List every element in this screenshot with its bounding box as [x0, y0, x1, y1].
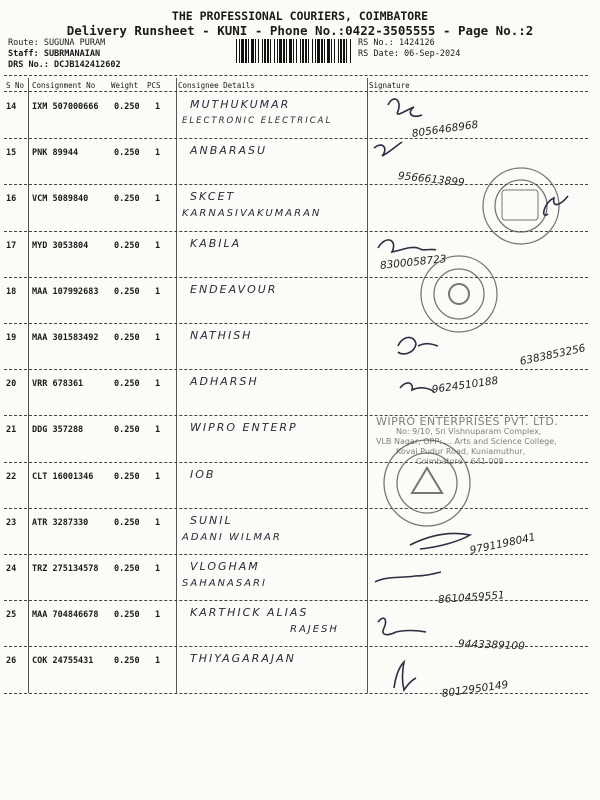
row-consignee-name: VLOGHAM: [190, 560, 260, 573]
row-phone: 9566613899: [397, 170, 466, 189]
wipro-stamp-line: Kovai Pudur Road, Kuniamuthur,: [396, 447, 526, 456]
row-phone: 6383853256: [518, 342, 587, 368]
row-consignee-name: IOB: [190, 467, 216, 481]
row-phone: 8012950149: [441, 678, 509, 700]
row-consignment: DDG 357288: [32, 425, 84, 436]
row-consignee-name: SUNIL: [190, 513, 233, 527]
row-consignee-name: WIPRO ENTERP: [190, 421, 298, 435]
row-phone: 8610459551: [437, 589, 506, 606]
row-consignment: MAA 704846678: [32, 610, 99, 621]
row-sno: 20: [6, 379, 17, 390]
row-weight: 0.250: [114, 286, 140, 297]
col-signature: Signature: [369, 81, 410, 90]
row-consignment: MYD 3053804: [32, 240, 89, 251]
col-weight: Weight: [111, 81, 139, 90]
row-consignee-detail: KARNASIVAKUMARAN: [182, 208, 322, 220]
wipro-stamp-line: VLB Nagar, OPP: ... Arts and Science College,: [376, 437, 557, 446]
row-sno: 16: [6, 194, 17, 205]
row-consignment: COK 24755431: [32, 656, 94, 667]
row-pcs: 1: [155, 517, 161, 528]
row-consignee-name: ENDEAVOUR: [190, 282, 278, 296]
row-weight: 0.250: [114, 333, 140, 343]
row-sno: 21: [6, 425, 17, 436]
row-pcs: 1: [155, 148, 161, 159]
row-consignee-name: THIYAGARAJAN: [190, 652, 296, 666]
row-consignee-name: SKCET: [190, 190, 236, 204]
row-weight: 0.250: [114, 102, 140, 112]
row-consignee-detail: ELECTRONIC ELECTRICAL: [182, 116, 333, 126]
row-sno: 14: [6, 102, 17, 112]
wipro-stamp-line: No: 9/10, Sri Vishnuparam Complex,: [396, 427, 542, 436]
row-weight: 0.250: [114, 148, 140, 159]
row-consignment: CLT 16001346: [32, 471, 94, 482]
runsheet-subtitle: Delivery Runsheet - KUNI - Phone No.:0422-3505555 - Page No.:2: [66, 23, 534, 38]
rs-number: RS No.: 1424126: [358, 38, 435, 48]
row-consignee-name: KARTHICK ALIAS: [190, 606, 309, 620]
row-sno: 25: [6, 610, 17, 621]
row-consignment: PNK 89944: [32, 148, 79, 159]
row-weight: 0.250: [114, 610, 140, 621]
row-sno: 17: [6, 240, 17, 251]
row-sno: 15: [6, 148, 17, 159]
col-sno: S No: [6, 81, 25, 90]
col-consignee: Consignee Details: [178, 81, 255, 90]
row-sno: 26: [6, 656, 17, 667]
row-weight: 0.250: [114, 564, 140, 574]
row-weight: 0.250: [114, 517, 140, 528]
row-pcs: 1: [155, 240, 161, 251]
row-weight: 0.250: [114, 656, 140, 667]
college-stamp: [483, 168, 559, 244]
endeavour-stamp: [421, 256, 497, 332]
row-consignment: MAA 107992683: [32, 286, 99, 297]
row-consignee-name: MUTHUKUMAR: [190, 98, 291, 111]
row-consignment: VCM 5089840: [32, 194, 89, 205]
row-pcs: 1: [155, 471, 161, 482]
iob-stamp: [384, 440, 470, 526]
row-weight: 0.250: [114, 471, 140, 482]
col-pcs: PCS: [147, 81, 161, 90]
wipro-stamp-title: WIPRO ENTERPRISES PVT. LTD.: [376, 415, 559, 428]
row-pcs: 1: [155, 564, 161, 574]
row-phone: 8300058723: [379, 253, 448, 272]
staff-label: Staff: SUBRMANAIAN: [8, 49, 101, 59]
row-sno: 22: [6, 471, 17, 482]
row-weight: 0.250: [114, 425, 140, 436]
row-consignment: MAA 301583492: [32, 333, 99, 343]
row-consignee-name: NATHISH: [190, 329, 253, 342]
row-pcs: 1: [155, 656, 161, 667]
row-pcs: 1: [155, 379, 161, 390]
row-consignee-name: ADHARSH: [190, 375, 259, 389]
row-pcs: 1: [155, 194, 161, 205]
row-consignee-detail: SAHANASARI: [182, 578, 267, 589]
row-consignee-name: ANBARASU: [190, 144, 268, 158]
row-consignee-name: KABILA: [190, 236, 242, 250]
row-pcs: 1: [155, 333, 161, 343]
row-consignment: IXM 507000666: [32, 102, 99, 112]
row-phone: 9443389100: [457, 638, 525, 653]
row-pcs: 1: [155, 425, 161, 436]
row-pcs: 1: [155, 610, 161, 621]
row-consignee-detail: RAJESH: [290, 624, 339, 636]
col-consignment: Consignment No: [32, 81, 96, 90]
row-phone: 9791198041: [468, 531, 537, 557]
row-consignment: ATR 3287330: [32, 517, 89, 528]
row-consignment: TRZ 275134578: [32, 564, 99, 574]
row-consignment: VRR 678361: [32, 379, 84, 390]
row-sno: 19: [6, 333, 17, 343]
row-phone: 8056468968: [411, 118, 479, 140]
row-pcs: 1: [155, 286, 161, 297]
row-phone: 9624510188: [431, 374, 499, 396]
wipro-stamp-line: Coimbatore - 641 008: [416, 457, 504, 466]
row-weight: 0.250: [114, 379, 140, 390]
row-sno: 18: [6, 286, 17, 297]
route-label: Route: SUGUNA PURAM: [8, 38, 106, 48]
row-weight: 0.250: [114, 194, 140, 205]
company-name: THE PROFESSIONAL COURIERS, COIMBATORE: [171, 9, 429, 23]
drs-number: DRS No.: DCJB142412602: [8, 60, 121, 70]
row-weight: 0.250: [114, 240, 140, 251]
row-pcs: 1: [155, 102, 161, 112]
row-consignee-detail: ADANI WILMAR: [182, 531, 282, 543]
rs-date: RS Date: 06-Sep-2024: [358, 49, 461, 59]
row-sno: 24: [6, 564, 17, 574]
row-sno: 23: [6, 517, 17, 528]
